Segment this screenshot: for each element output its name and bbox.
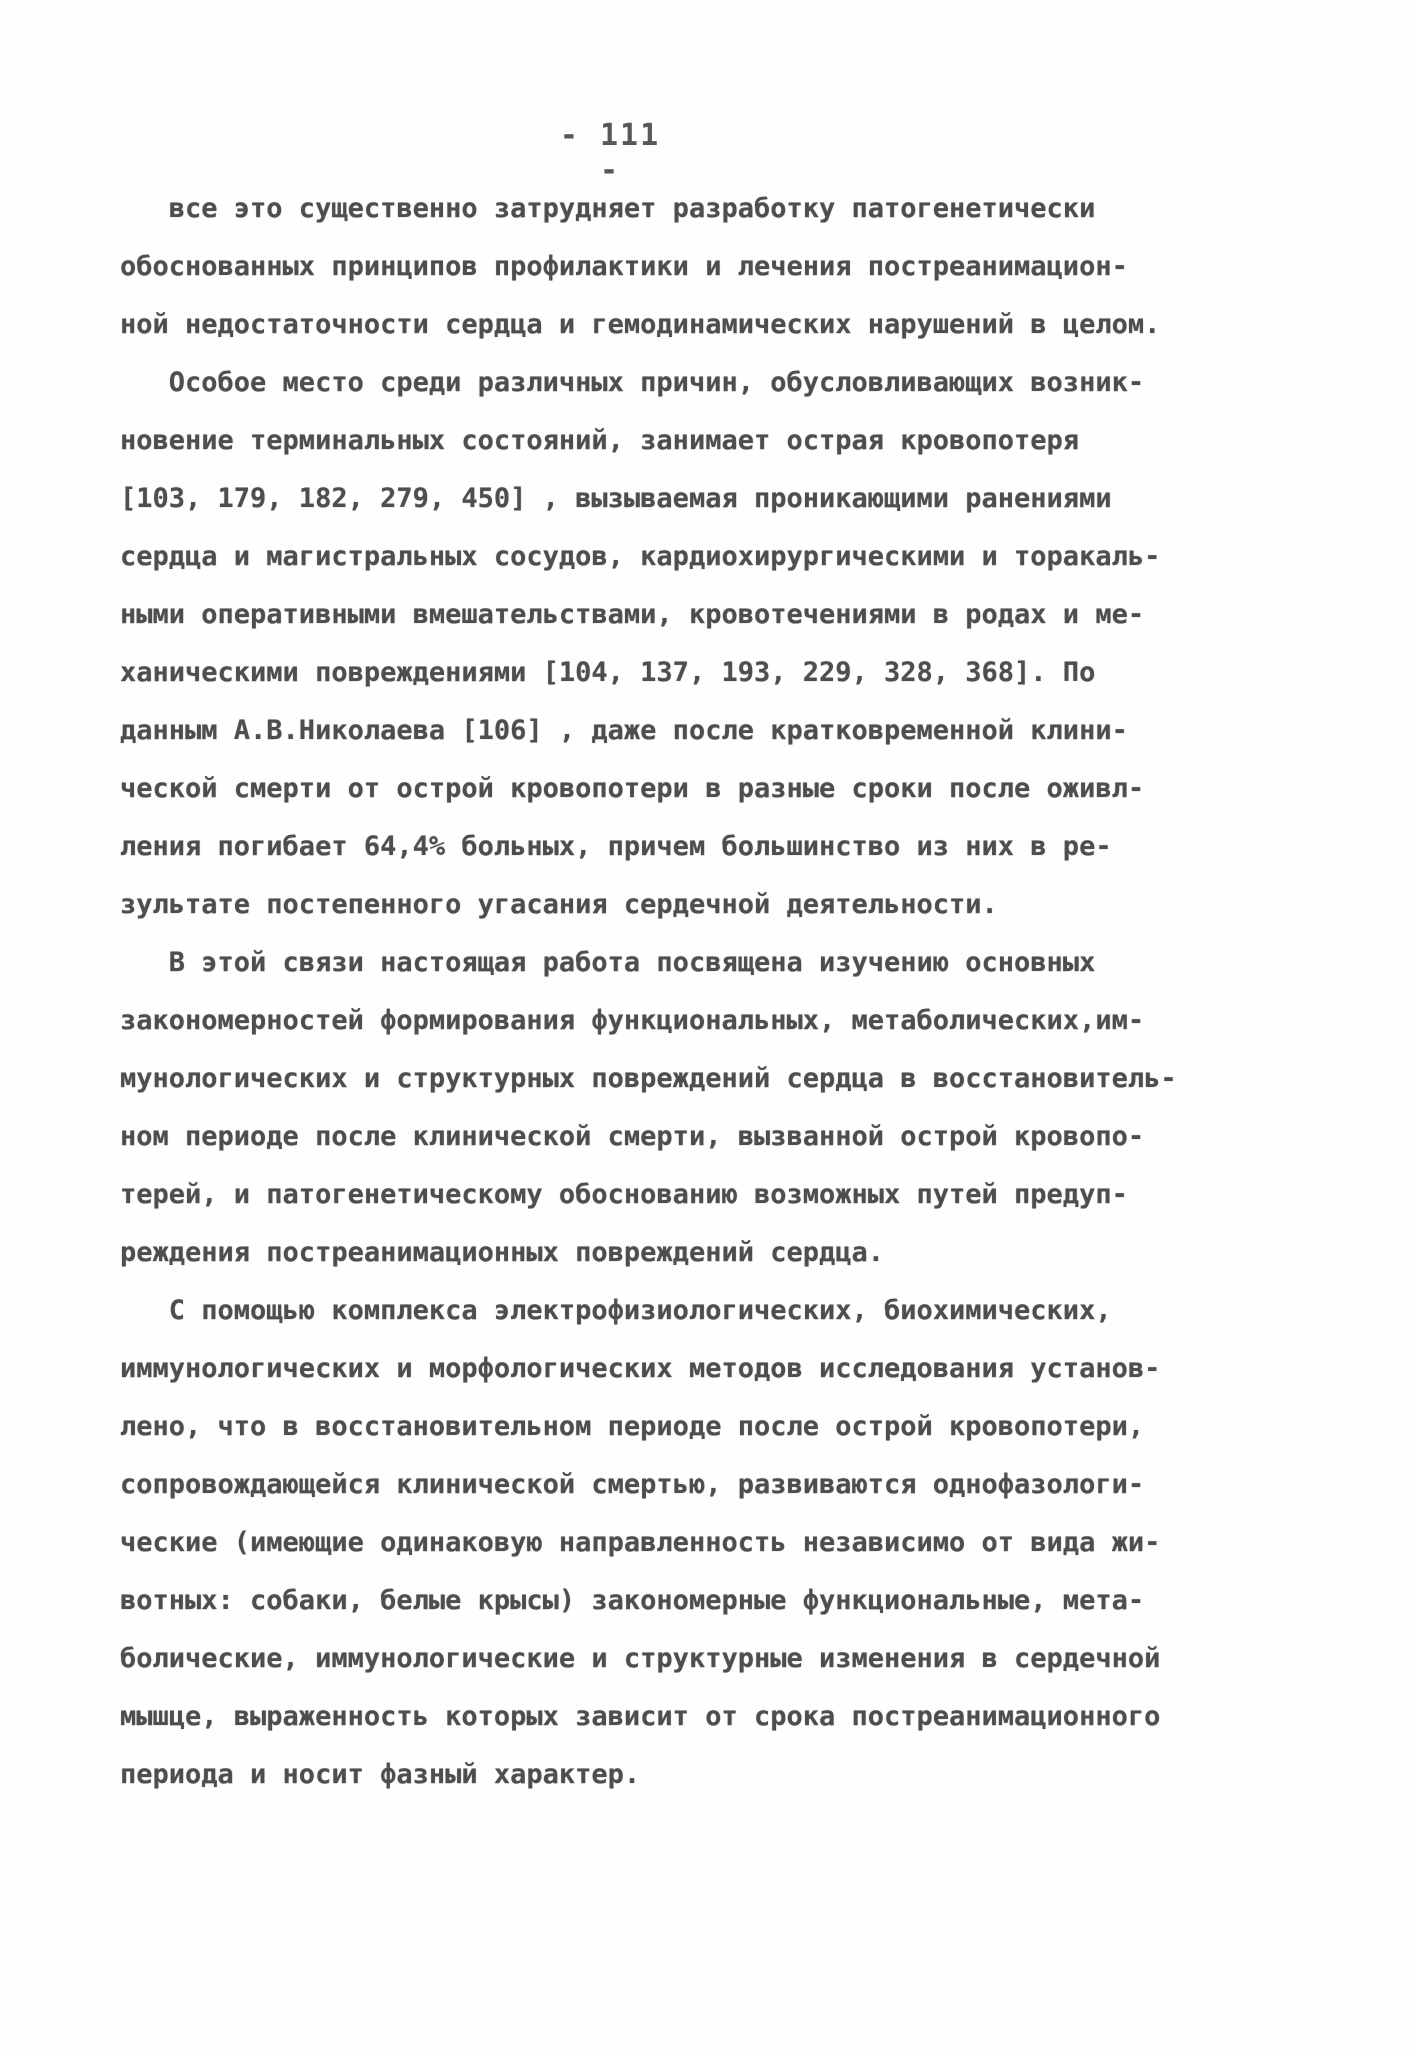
text-line: ными оперативными вмешательствами, кровотечениями в родах и ме- <box>120 599 1145 630</box>
text-line: сердца и магистральных сосудов, кардиохирургическими и торакаль- <box>120 541 1161 572</box>
text-line: В этой связи настоящая работа посвящена изучению основных <box>120 947 1096 978</box>
text-line: ления погибает 64,4% больных, причем большинство из них в ре- <box>120 831 1112 862</box>
text-line: зультате постепенного угасания сердечной деятельности. <box>120 889 998 920</box>
text-line: все это существенно затрудняет разработку патогенетически <box>120 193 1096 224</box>
text-line: обоснованных принципов профилактики и лечения постреанимацион- <box>120 251 1128 282</box>
text-line: вотных: собаки, белые крысы) закономерные функциональные, мета- <box>120 1585 1145 1616</box>
text-line: ханическими повреждениями [104, 137, 193, 229, 328, 368]. По <box>120 657 1096 688</box>
body-text <box>120 180 1260 1804</box>
text-line: мунологических и структурных повреждений сердца в восстановитель- <box>120 1063 1177 1094</box>
text-line: новение терминальных состояний, занимает острая кровопотеря <box>120 425 1080 456</box>
text-line: закономерностей формирования функциональных, метаболических,им- <box>120 1005 1145 1036</box>
text-line: С помощью комплекса электрофизиологических, биохимических, <box>120 1295 1112 1326</box>
page-number: - 111 - <box>559 118 661 188</box>
text-line: терей, и патогенетическому обоснованию возможных путей предуп- <box>120 1179 1128 1210</box>
text-line: реждения постреанимационных повреждений сердца. <box>120 1237 885 1268</box>
text-line: [103, 179, 182, 279, 450] , вызываемая проникающими ранениями <box>120 483 1112 514</box>
text-line: болические, иммунологические и структурные изменения в сердечной <box>120 1643 1161 1674</box>
text-line: иммунологических и морфологических методов исследования установ- <box>120 1353 1161 1384</box>
text-line: периода и носит фазный характер. <box>120 1759 641 1790</box>
text-line: ческие (имеющие одинаковую направленность независимо от вида жи- <box>120 1527 1161 1558</box>
text-line: сопровождающейся клинической смертью, развиваются однофазологи- <box>120 1469 1145 1500</box>
text-line: Особое место среди различных причин, обусловливающих возник- <box>120 367 1145 398</box>
text-line: данным А.В.Николаева [106] , даже после кратковременной клини- <box>120 715 1128 746</box>
text-line: ческой смерти от острой кровопотери в разные сроки после оживл- <box>120 773 1145 804</box>
text-line: ном периоде после клинической смерти, вызванной острой кровопо- <box>120 1121 1145 1152</box>
text-line: ной недостаточности сердца и гемодинамических нарушений в целом. <box>120 309 1161 340</box>
text-line: лено, что в восстановительном периоде после острой кровопотери, <box>120 1411 1145 1442</box>
text-line: мышце, выраженность которых зависит от срока постреанимационного <box>120 1701 1161 1732</box>
